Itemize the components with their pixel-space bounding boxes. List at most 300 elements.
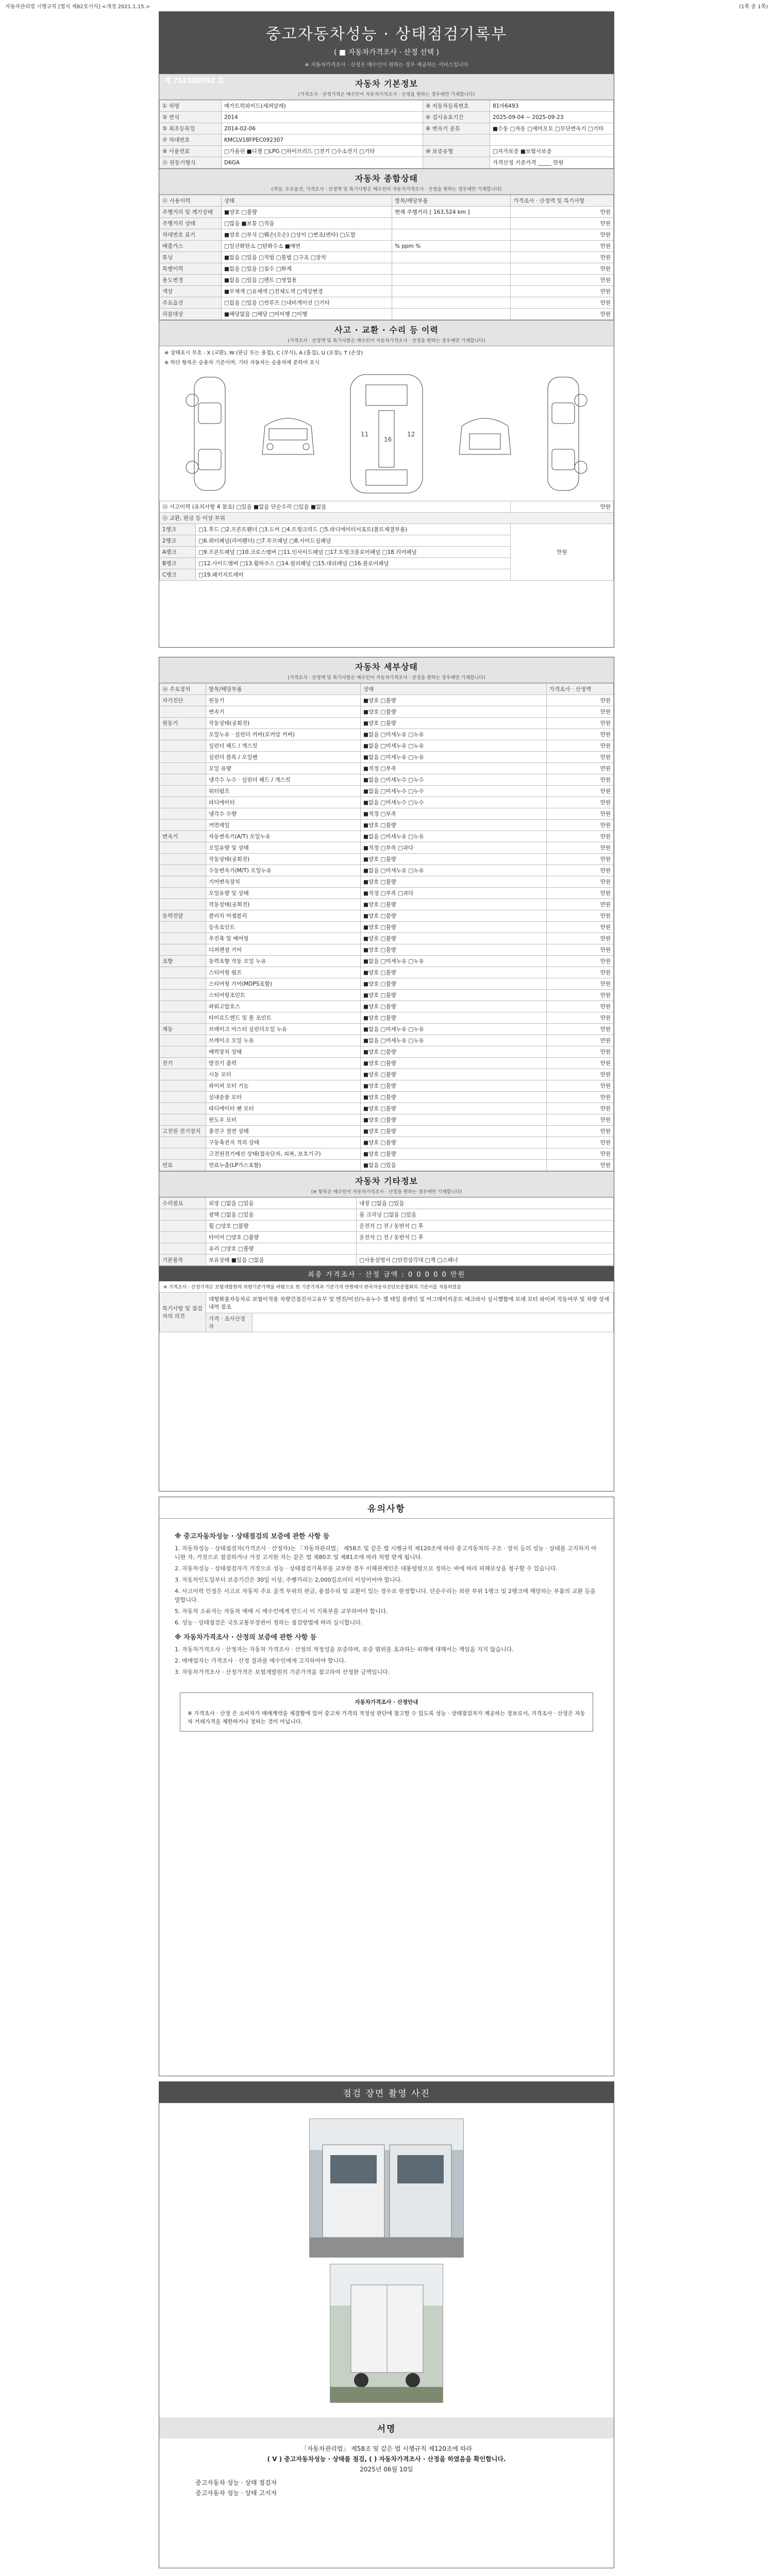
notice-body — [159, 1519, 614, 1686]
part-label: 실린더 블록 / 오일팬 — [206, 752, 361, 763]
group-label — [160, 854, 206, 865]
part-price: 만원 — [547, 752, 614, 763]
label: ④ 검사유효기간 — [423, 112, 490, 123]
group-label — [160, 888, 206, 899]
table-row — [160, 763, 614, 774]
row-item — [392, 297, 511, 309]
part-state: ■양호 □불량 — [361, 978, 547, 990]
part-state: ■적정 □부족 — [361, 808, 547, 820]
part-state: ■양호 □불량 — [361, 933, 547, 944]
part-price: 만원 — [547, 820, 614, 831]
row-label: 수리필요 — [160, 1198, 206, 1209]
notice-heading: ※ 자동차가격조사 · 산정의 보증에 관한 사항 등 — [175, 1634, 317, 1641]
label: ③ 연식 — [160, 112, 222, 123]
part-label: 자동변속기(A/T) 오일누유 — [206, 831, 361, 842]
mileage-value: 현재 주행거리 [ 163,524 km ] — [392, 207, 511, 218]
vehicle-name: 메가트럭와이드(세퍼암레) — [222, 100, 423, 112]
table-row — [160, 820, 614, 831]
part-state: ■양호 □불량 — [361, 1114, 547, 1126]
section-note: (가격조사 · 산정액 및 특기사항은 매수인이 자동차가격조사 · 산정을 원하는 경우에만 기재합니다) — [288, 338, 485, 344]
part-price: 만원 — [547, 922, 614, 933]
part-price: 만원 — [547, 1148, 614, 1160]
table-row — [160, 513, 614, 524]
part-state: ■양호 □불량 — [361, 1092, 547, 1103]
group-label — [160, 808, 206, 820]
group-label — [160, 774, 206, 786]
group-label — [160, 899, 206, 910]
opinion-label: 특기사항 및 점검자의 의견 — [160, 1293, 206, 1332]
vehicle-diagram — [159, 367, 614, 501]
part-state: ■없음 □미세누유 □누유 — [361, 740, 547, 752]
part-price: 만원 — [547, 956, 614, 967]
table-row — [160, 1012, 614, 1024]
svg-text:11: 11 — [360, 431, 369, 438]
inspector-label: 가격 · 조사산정자 — [206, 1313, 253, 1332]
accident-status: ⑫ 사고이력 (유의사항 4 참조) □있음 ■없음 단순수리 □있음 ■없음 — [160, 501, 511, 513]
part-state: ■양호 □불량 — [361, 876, 547, 888]
part-state: ■양호 □불량 — [361, 1058, 547, 1069]
engine-type: D6GA — [222, 157, 423, 168]
inspector-opinion: 대형화물자동차로 보험이적용 차량건점진사고유무 및 엔진/미션/누유누수 캠 테일 플레인 및 어그레이카운트 메크라사 실시했함에 모래 모터 와이퍼 작동여부 및 차량 상세 내역 참조 — [206, 1293, 614, 1313]
row-state: □없음 □있음 □썬루프 □네비게이션 □기타 — [222, 297, 392, 309]
label — [423, 134, 490, 146]
table-row — [160, 1137, 614, 1148]
part-price: 만원 — [547, 1103, 614, 1114]
row-price: 만원 — [511, 241, 614, 252]
part-state: ■양호 □불량 — [361, 1126, 547, 1137]
part-price: 만원 — [547, 1001, 614, 1012]
photos-title: 점검 장면 촬영 사진 — [159, 2082, 614, 2103]
group-label — [160, 978, 206, 990]
part-price: 만원 — [547, 888, 614, 899]
part-label: 실린더 헤드 / 개스킷 — [206, 740, 361, 752]
table-row — [160, 1221, 614, 1232]
table-row — [160, 207, 614, 218]
label — [423, 157, 490, 168]
part-price: 만원 — [547, 706, 614, 718]
part-price: 만원 — [547, 786, 614, 797]
group-label — [160, 763, 206, 774]
row-item — [392, 309, 511, 320]
group-label — [160, 990, 206, 1001]
part-label: 윈도우 모터 — [206, 1114, 361, 1126]
value — [490, 134, 614, 146]
part-label: 수동변속기(M/T) 오일누유 — [206, 865, 361, 876]
part-label: 냉각수 수량 — [206, 808, 361, 820]
table-row — [160, 797, 614, 808]
label: ⑩ 보증유형 — [423, 146, 490, 157]
part-state: ■양호 □불량 — [361, 854, 547, 865]
part-label: 시동 모터 — [206, 1069, 361, 1080]
table-header — [160, 684, 614, 695]
notice-item: 3. 자동차가격조사 · 산정가격은 보험개발원의 기준가격을 참고하여 산정한 금액입니다. — [175, 1669, 390, 1675]
row-label — [160, 1209, 206, 1221]
part-price: 만원 — [547, 1137, 614, 1148]
part-label: 라디에이터 팬 모터 — [206, 1103, 361, 1114]
table-row — [160, 1126, 614, 1137]
table-row — [160, 100, 614, 112]
part-label: 발전기 출력 — [206, 1058, 361, 1069]
part-label: 파워고압호스 — [206, 1001, 361, 1012]
part-price: 만원 — [547, 1114, 614, 1126]
part-label: 오일유량 및 상태 — [206, 888, 361, 899]
group-label — [160, 933, 206, 944]
row-label: 차대번호 표기 — [160, 229, 222, 241]
table-row — [160, 297, 614, 309]
part-state: ■없음 □미세누수 □누수 — [361, 797, 547, 808]
part-label: 브레이크 오일 누유 — [206, 1035, 361, 1046]
part-label: 워터펌프 — [206, 786, 361, 797]
group-label — [160, 1035, 206, 1046]
table-row — [160, 1058, 614, 1069]
truck-rear-photo — [330, 2264, 443, 2403]
part-label: 라디에이터 — [206, 797, 361, 808]
label: ⑥ 변속기 종류 — [423, 123, 490, 134]
rank-price: 만원 — [511, 524, 614, 581]
part-price: 만원 — [547, 718, 614, 729]
page-count: (1쪽 중 1쪽) — [739, 4, 768, 10]
table-row — [160, 218, 614, 229]
report-note: ※ 자동차가격조사 · 산정은 매수인이 원하는 경우 제공하는 서비스입니다 — [305, 62, 468, 68]
part-label: 기어변속장치 — [206, 876, 361, 888]
table-row — [160, 956, 614, 967]
fuel-type: □가솔린 ■디젤 □LPG □하이브리드 □전기 □수소전기 □기타 — [222, 146, 423, 157]
group-label — [160, 1069, 206, 1080]
part-label: 스티어링조인트 — [206, 990, 361, 1001]
label: ⑦ 차대번호 — [160, 134, 222, 146]
label: ⑨ 자동차등록번호 — [423, 100, 490, 112]
table-row — [160, 1209, 614, 1221]
vehicle-rear-diagram — [451, 405, 518, 462]
part-state: ■양호 □불량 — [361, 718, 547, 729]
part-label: 작동상태(공회전) — [206, 718, 361, 729]
page-1 — [159, 11, 614, 648]
table-row — [160, 263, 614, 275]
table-row — [160, 865, 614, 876]
vehicle-frame-diagram — [330, 369, 443, 498]
row-item: % ppm % — [392, 241, 511, 252]
row-state: □일산화탄소 □탄화수소 ■매연 — [222, 241, 392, 252]
part-label: 냉각수 누수 · 실린더 헤드 / 개스킷 — [206, 774, 361, 786]
part-label: 클러치 어셈블리 — [206, 910, 361, 922]
part-price: 만원 — [547, 1035, 614, 1046]
part-state: ■양호 □불량 — [361, 820, 547, 831]
row-state: ■없음 □있음 □렌트 □영업용 — [222, 275, 392, 286]
final-price-section: 최종 가격조사 · 산정 금액 : 0 0 0 0 0 만원 ※ 가격조사 · 산정가격은 보험개발원의 차량기준가액을 바탕으로 한 기준가격과 기준가격 만원에서 한국자동차진단보증협회의 기준서를 적용하였음 특기사항 및 점검자의 의견 대형화물자동차로 보험이적용 차량건점진사고유무 및 엔진/미션/누유누수 캠 테일 플레인 및 어그레이카운트 메크라사 실시했함에 모래 모터 와이퍼 작동여부 및 차량 상세 내역 참조 가격 · 조사산정자 — [159, 1266, 614, 1332]
accident-price: 만원 — [511, 501, 614, 513]
row-b: 운전석 □ 전 / 동반석 □ 후 — [357, 1221, 614, 1232]
part-label: 브레이크 마스터 실린더오일 누유 — [206, 1024, 361, 1035]
table-row — [160, 695, 614, 706]
part-label: 작동상태(공회전) — [206, 899, 361, 910]
doc-top-bar — [0, 0, 773, 10]
part-label: 배력장치 상태 — [206, 1046, 361, 1058]
rank-header: ⑬ 교환, 판금 등 이상 부위 — [160, 513, 614, 524]
vin: KMCLV18FPEC092307 — [222, 134, 423, 146]
group-label — [160, 1137, 206, 1148]
part-price: 만원 — [547, 899, 614, 910]
inspector-sign: 중고자동차 성능 · 상태 점검자 — [195, 2479, 277, 2486]
part-price: 만원 — [547, 831, 614, 842]
table-row — [160, 309, 614, 320]
inspection-photo-front — [309, 2119, 464, 2258]
part-state: ■양호 □불량 — [361, 967, 547, 978]
signature-line: 「자동차관리법」 제58조 및 같은 법 시행규칙 제120조에 따라 — [300, 2445, 473, 2452]
part-state: ■양호 □불량 — [361, 944, 547, 956]
rank-parts: □19.패키지트레이 — [196, 569, 511, 581]
notice-item: 1. 자동차성능 · 상태점검자(가격조사 · 산정자)는 「자동차관리법」 제58조 및 같은 법 시행규칙 제120조에 따라 중고자동차의 구조 · 장치 등의 성능 · 상태를 고지하지 아니한 자, 거짓으로 점검하거나 거짓 고지한 자는 같은 법 제80조 및 제81조에 따라 처벌 받게 됩니다. — [175, 1545, 597, 1561]
group-label — [160, 922, 206, 933]
notice-item: 3. 자동차인도일부터 보증기간은 30일 이상, 주행거리는 2,000킬로미터 이상이어야 합니다. — [175, 1577, 402, 1583]
group-label: 고전원 전기장치 — [160, 1126, 206, 1137]
group-label — [160, 752, 206, 763]
accident-history-section — [159, 320, 614, 581]
table-row — [160, 990, 614, 1001]
photo-area — [159, 2103, 614, 2408]
part-price: 만원 — [547, 797, 614, 808]
group-label: 제동 — [160, 1024, 206, 1035]
row-price: 만원 — [511, 275, 614, 286]
part-state: ■없음 □미세누유 □누유 — [361, 729, 547, 740]
row-b: □사용설명서 □안전삼각대 □잭 □스패너 — [357, 1255, 614, 1266]
notice-item: 2. 자동차성능 · 상태점검자가 거짓으로 성능 · 상태점검기록부를 교부한 경우 이해관계인은 대통령령으로 정하는 바에 따라 피해보상을 청구할 수 있습니다. — [175, 1565, 558, 1572]
column-header: 가격조사 · 산정액 및 특기사항 — [511, 195, 614, 207]
section-note: (가격조사 · 산정가격은 매수인이 자동차가격조사 · 산정을 원하는 경우에만 기재합니다) — [298, 92, 475, 97]
row-label: 용도변경 — [160, 275, 222, 286]
row-price: 만원 — [511, 286, 614, 297]
part-price: 만원 — [547, 944, 614, 956]
row-label: 주행거리 상태 — [160, 218, 222, 229]
table-row — [160, 854, 614, 865]
part-label: 와이퍼 모터 기능 — [206, 1080, 361, 1092]
signature-line: ( V ) 중고자동차성능 · 상태를 점검, ( ) 자동차가격조사 · 산정을 하였음을 확인합니다. — [267, 2455, 506, 2463]
vehicle-right-side-diagram — [527, 372, 599, 496]
part-state: ■양호 □불량 — [361, 1012, 547, 1024]
table-row — [160, 146, 614, 157]
group-label — [160, 1080, 206, 1092]
table-row — [160, 752, 614, 763]
table-row — [160, 1255, 614, 1266]
notice-title: 유의사항 — [159, 1497, 614, 1519]
table-row — [160, 1092, 614, 1103]
table-row — [160, 1024, 614, 1035]
table-row — [160, 275, 614, 286]
part-state: ■양호 □불량 — [361, 899, 547, 910]
notice-item: 5. 자동차 소유자는 자동차 매매 시 매수인에게 반드시 이 기록부를 교부하여야 합니다. — [175, 1608, 388, 1615]
inspection-validity: 2025-09-04 ~ 2025-09-23 — [490, 112, 614, 123]
part-label: 구동축전지 격리 상태 — [206, 1137, 361, 1148]
table-row — [160, 706, 614, 718]
base-price: 가격산정 기준가격 _____ 만원 — [490, 157, 614, 168]
group-label — [160, 842, 206, 854]
group-label — [160, 1001, 206, 1012]
document-number: 제 752500092 호 — [164, 77, 224, 85]
row-label: 튜닝 — [160, 252, 222, 263]
table-row — [160, 1069, 614, 1080]
label: ⑧ 사용연료 — [160, 146, 222, 157]
detail-condition-table — [159, 683, 614, 1171]
section-title: 사고 · 교환 · 수리 등 이력 — [334, 325, 439, 335]
section-note: (※ 항목은 매수인이 자동차가격조사 · 산정을 원하는 경우에만 기재합니다) — [311, 1190, 462, 1195]
part-price: 만원 — [547, 1012, 614, 1024]
group-label — [160, 1046, 206, 1058]
other-info-table — [159, 1197, 614, 1266]
row-state: □많음 ■보통 □적음 — [222, 218, 392, 229]
part-price: 만원 — [547, 876, 614, 888]
section-title: 자동차 세부상태 — [355, 662, 418, 672]
notice-item: 6. 성능 · 상태점검은 국토교통부장관이 정하는 점검방법에 따라 실시합니다. — [175, 1619, 363, 1626]
transmission-type: ■수동 □자동 □세미오토 □무단변속기 □기타 — [490, 123, 614, 134]
legend-note: ※ 상태표시 부호 : X (교환), W (판금 또는 용접), C (부식), A (흠집), U (요철), T (손상) — [164, 350, 363, 356]
page-4 — [159, 2081, 614, 2568]
row-item — [392, 229, 511, 241]
part-label: 변속기 — [206, 706, 361, 718]
svg-text:16: 16 — [383, 436, 392, 443]
section-title: 자동차 기타정보 — [355, 1176, 418, 1186]
table-row — [160, 286, 614, 297]
group-label: 원동기 — [160, 718, 206, 729]
group-label: 조향 — [160, 956, 206, 967]
table-row — [160, 718, 614, 729]
part-state: ■없음 □미세누수 □누수 — [361, 774, 547, 786]
table-row — [160, 774, 614, 786]
table-row — [160, 899, 614, 910]
part-label: 스티어링 기어(MDPS포함) — [206, 978, 361, 990]
column-header: 항목/해당부품 — [392, 195, 511, 207]
rank-label: A랭크 — [160, 547, 196, 558]
part-label: 오일누유 · 실린더 커버(로커암 커버) — [206, 729, 361, 740]
basic-info-section — [159, 74, 614, 168]
part-price: 만원 — [547, 990, 614, 1001]
vehicle-front-diagram — [255, 405, 322, 462]
row-price: 만원 — [511, 207, 614, 218]
row-a: 외장 □없음 □있음 — [206, 1198, 357, 1209]
legend-note: ※ 하단 항목은 승용차 기준이며, 기타 자동차는 승용차에 준하여 표시 — [164, 360, 320, 366]
table-row — [160, 922, 614, 933]
table-row — [160, 933, 614, 944]
table-row — [160, 808, 614, 820]
price-guide-title: 자동차가격조사 · 산정안내 — [355, 1699, 418, 1705]
group-label — [160, 1148, 206, 1160]
part-label: 디퍼렌셜 기어 — [206, 944, 361, 956]
label: ① 차명 — [160, 100, 222, 112]
column-header: 가격조사 · 산정액 — [547, 684, 614, 695]
row-label: 색상 — [160, 286, 222, 297]
part-label: 충전구 절연 상태 — [206, 1126, 361, 1137]
table-row — [160, 157, 614, 168]
inspector-value — [253, 1313, 614, 1332]
part-label: 오일유량 및 상태 — [206, 842, 361, 854]
part-price: 만원 — [547, 1069, 614, 1080]
row-state: ■해당없음 □해당 □미이행 □이행 — [222, 309, 392, 320]
part-price: 만원 — [547, 695, 614, 706]
part-price: 만원 — [547, 1046, 614, 1058]
final-price-label: 최종 가격조사 · 산정 금액 — [307, 1271, 399, 1279]
label: ⑤ 최초등록일 — [160, 123, 222, 134]
signature-date: 2025년 06월 10일 — [360, 2466, 413, 2473]
first-registration: 2014-02-06 — [222, 123, 423, 134]
page-3 — [159, 1497, 614, 2076]
group-label — [160, 740, 206, 752]
part-label: 원동기 — [206, 695, 361, 706]
model-year: 2014 — [222, 112, 423, 123]
accident-table — [159, 501, 614, 581]
row-price: 만원 — [511, 309, 614, 320]
part-price: 만원 — [547, 1024, 614, 1035]
row-item — [392, 286, 511, 297]
part-label: 추진축 및 베어링 — [206, 933, 361, 944]
part-price: 만원 — [547, 967, 614, 978]
table-row — [160, 1001, 614, 1012]
table-row — [160, 1103, 614, 1114]
part-price: 만원 — [547, 978, 614, 990]
row-label: 특별이력 — [160, 263, 222, 275]
group-label — [160, 967, 206, 978]
row-label — [160, 1243, 206, 1255]
table-row — [160, 1114, 614, 1126]
form-reference: 자동차관리법 시행규칙 [별지 제82호서식] <개정 2021.1.15.> — [5, 4, 150, 10]
part-price: 만원 — [547, 763, 614, 774]
table-row — [160, 1293, 614, 1313]
group-label: 변속기 — [160, 831, 206, 842]
part-state: ■양호 □불량 — [361, 1069, 547, 1080]
rank-parts: □6.쿼터패널(리어휀더) □7.루프패널 □8.사이드실패널 — [196, 535, 511, 547]
table-row — [160, 1080, 614, 1092]
notice-item: 1. 자동차가격조사 · 산정자는 자동차 가격조사 · 산정의 적정성을 보증하며, 보증 범위를 초과하는 피해에 대해서는 책임을 지지 않습니다. — [175, 1646, 514, 1653]
table-row — [160, 1148, 614, 1160]
part-label: 커먼레일 — [206, 820, 361, 831]
section-title: 자동차 종합상태 — [355, 174, 418, 183]
table-row — [160, 842, 614, 854]
truck-front-photo — [310, 2119, 464, 2258]
part-state: ■양호 □불량 — [361, 910, 547, 922]
part-state: ■없음 □있음 — [361, 1160, 547, 1171]
final-price-amount: 0 0 0 0 0 만원 — [408, 1271, 466, 1279]
overall-condition-section — [159, 168, 614, 320]
other-info-section — [159, 1171, 614, 1266]
part-label: 고전원전기배선 상태(접속단자, 피복, 보호기구) — [206, 1148, 361, 1160]
table-row — [160, 1160, 614, 1171]
group-label: 전기 — [160, 1058, 206, 1069]
signature-title: 서명 — [159, 2417, 614, 2438]
detail-condition-section — [159, 657, 614, 1171]
label: ⑪ 원동기형식 — [160, 157, 222, 168]
row-item — [392, 252, 511, 263]
group-label — [160, 1012, 206, 1024]
part-price: 만원 — [547, 1058, 614, 1069]
row-a: 유리 □양호 □불량 — [206, 1243, 357, 1255]
part-state: ■없음 □미세누수 □누수 — [361, 786, 547, 797]
row-label: 리콜대상 — [160, 309, 222, 320]
part-state: ■양호 □불량 — [361, 990, 547, 1001]
row-price: 만원 — [511, 252, 614, 263]
group-label — [160, 944, 206, 956]
final-price-note: ※ 가격조사 · 산정가격은 보험개발원의 차량기준가액을 바탕으로 한 기준가격과 기준가격 만원에서 한국자동차진단보증협회의 기준서를 적용하였음 — [163, 1285, 461, 1290]
row-a: 보유상태 ■있음 □없음 — [206, 1255, 357, 1266]
group-label — [160, 797, 206, 808]
part-label: 동력조향 작동 오일 누유 — [206, 956, 361, 967]
group-label — [160, 820, 206, 831]
group-label — [160, 786, 206, 797]
part-state: ■양호 □불량 — [361, 1148, 547, 1160]
table-row — [160, 944, 614, 956]
part-label: 오일 유량 — [206, 763, 361, 774]
table-row — [160, 1243, 614, 1255]
row-state: ■무채색 □유채색 □전체도색 □색상변경 — [222, 286, 392, 297]
notice-item: 4. 사고이력 인정은 사고로 자동차 주요 골격 부위의 판금, 용접수리 및 교환이 있는 경우로 한정합니다. 단순수리는 외판 부위 1랭크 및 2랭크에 해당하는 부품의 교환 등을 말합니다. — [175, 1588, 596, 1603]
table-row — [160, 1232, 614, 1243]
row-label: 배출가스 — [160, 241, 222, 252]
